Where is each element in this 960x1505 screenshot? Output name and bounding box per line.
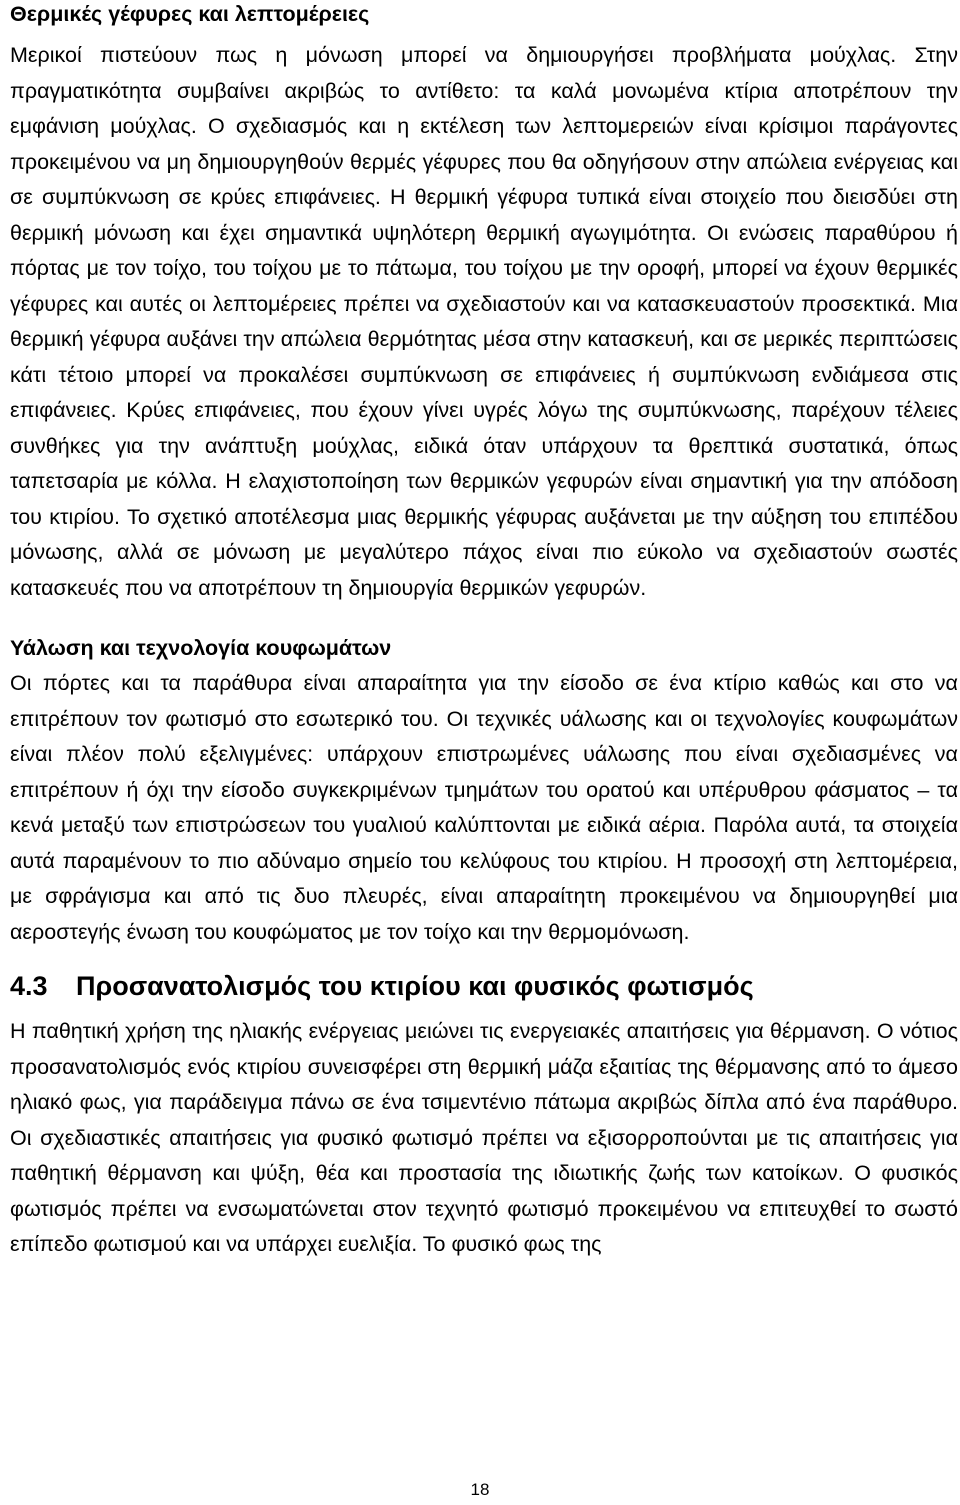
section-number: 4.3	[10, 971, 48, 1001]
paragraph-glazing: Οι πόρτες και τα παράθυρα είναι απαραίτητα για την είσοδο σε ένα κτίριο καθώς και στο να επιτρέπουν τον φωτισμό στο εσωτερικό του. Οι τεχνικές υάλωσης και οι τεχνολογίες κουφωμάτων είναι πλέον πολύ εξελιγμένες: υπάρχουν επιστρωμένες υάλωσης που είναι σχεδιασμένες να επιτρέπουν ή όχι την είσοδο συγκεκριμένων τμημάτων του ορατού και υπέρυθρου φάσματος – τα κενά μεταξύ των επιστρώσεων του γυαλιού καλύπτονται με ειδικά αέρια. Παρόλα αυτά, τα στοιχεία αυτά παραμένουν το πιο αδύναμο σημείο του κελύφους του κτιρίου. Η προσοχή στη λεπτομέρεια, με σφράγισμα και από τις δυο πλευρές, είναι απαραίτητη προκειμένου να δημιουργηθεί μια αεροστεγής ένωση του κουφώματος με τον τοίχο και την θερμομόνωση.	[10, 671, 958, 944]
heading-glazing: Υάλωση και τεχνολογία κουφωμάτων	[10, 636, 392, 660]
page-number: 18	[470, 1480, 490, 1499]
heading-thermal-bridges: Θερμικές γέφυρες και λεπτομέρειες	[10, 2, 370, 26]
section-heading-4-3	[10, 966, 958, 1006]
section-title: Προσανατολισμός του κτιρίου και φυσικός φωτισμός	[76, 971, 754, 1001]
document-page	[10, 0, 958, 1263]
paragraph-thermal-bridges: Μερικοί πιστεύουν πως η μόνωση μπορεί να δημιουργήσει προβλήματα μούχλας. Στην πραγματικότητα συμβαίνει ακριβώς το αντίθετο: τα καλά μονωμένα κτίρια αποτρέπουν την εμφάνιση μούχλας. Ο σχεδιασμός και η εκτέλεση των λεπτομερειών είναι κρίσιμοι παράγοντες προκειμένου να μη δημιουργηθούν θερμές γέφυρες που θα οδηγήσουν στην απώλεια ενέργειας και σε συμπύκνωση σε κρύες επιφάνειες. Η θερμική γέφυρα τυπικά είναι στοιχείο που διεισδύει στη θερμική μόνωση και έχει σημαντικά υψηλότερη θερμική αγωγιμότητα. Οι ενώσεις παραθύρου ή πόρτας με τον τοίχο, του τοίχου με το πάτωμα, του τοίχου με την οροφή, μπορεί να έχουν θερμικές γέφυρες και αυτές οι λεπτομέρειες πρέπει να σχεδιαστούν και να κατασκευαστούν προσεκτικά. Μια θερμική γέφυρα αυξάνει την απώλεια θερμότητας μέσα στην κατασκευή, και σε μερικές περιπτώσεις κάτι τέτοιο μπορεί να προκαλέσει συμπύκνωση σε επιφάνειες ή συμπύκνωση ενδιάμεσα στις επιφάνειες. Κρύες επιφάνειες, που έχουν γίνει υγρές λόγω της συμπύκνωσης, παρέχουν τέλειες συνθήκες για την ανάπτυξη μούχλας, ειδικά όταν υπάρχουν τα θρεπτικά συστατικά, όπως ταπετσαρία με κόλλα. Η ελαχιστοποίηση των θερμικών γεφυρών είναι σημαντική για την απόδοση του κτιρίου. Το σχετικό αποτέλεσμα μιας θερμικής γέφυρας αυξάνεται με την αύξηση του επιπέδου μόνωσης, αλλά σε μόνωση με μεγαλύτερο πάχος είναι πιο εύκολο να σχεδιαστούν σωστές κατασκευές που να αποτρέπουν τη δημιουργία θερμικών γεφυρών.	[10, 43, 958, 600]
paragraph-orientation-lighting: Η παθητική χρήση της ηλιακής ενέργειας μειώνει τις ενεργειακές απαιτήσεις για θέρμανση. Ο νότιος προσανατολισμός ενός κτιρίου συνεισφέρει στη θερμική μάζα εξαιτίας της θέρμανσης από το άμεσο ηλιακό φως, για παράδειγμα πάνω σε ένα τσιμεντένιο πάτωμα ακριβώς δίπλα από ένα παράθυρο. Οι σχεδιαστικές απαιτήσεις για φυσικό φωτισμό πρέπει να εξισορροπούνται με τις απαιτήσεις για παθητική θέρμανση και ψύξη, θέα και προστασία της ιδιωτικής ζωής των κατοίκων. Ο φυσικός φωτισμός πρέπει να ενσωματώνεται στον τεχνητό φωτισμό προκειμένου να επιτευχθεί το σωστό επίπεδο φωτισμού και να υπάρχει ευελιξία. Το φυσικό φως της	[10, 1019, 958, 1256]
